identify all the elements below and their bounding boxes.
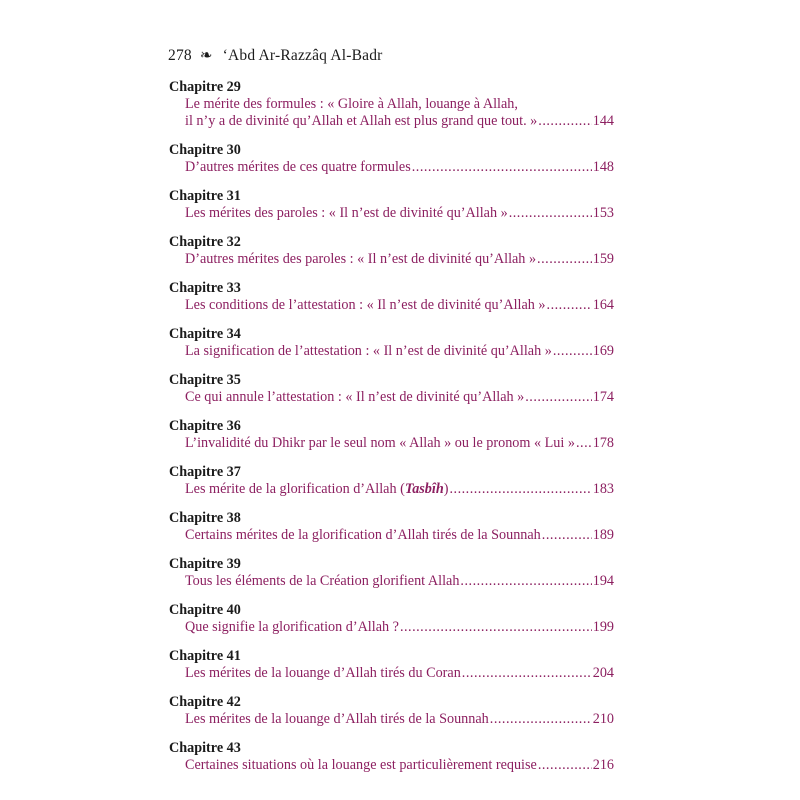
chapter-heading: Chapitre 32 bbox=[169, 234, 241, 250]
chapter-title-text: Ce qui annule l’attestation : « Il n’est de divinité qu’Allah » bbox=[185, 389, 525, 405]
chapter-title-line bbox=[185, 573, 614, 590]
toc-entry bbox=[169, 142, 614, 176]
page-reference: 194 bbox=[592, 573, 614, 589]
chapter-title-line bbox=[185, 205, 614, 222]
chapter-title-line: Le mérite des formules : « Gloire à Allah, louange à Allah, bbox=[185, 96, 518, 112]
chapter-title-line bbox=[185, 619, 614, 636]
page-reference: 174 bbox=[592, 389, 614, 405]
dot-leader bbox=[537, 251, 592, 268]
toc-entry bbox=[169, 694, 614, 728]
chapter-title-text: Les conditions de l’attestation : « Il n’est de divinité qu’Allah » bbox=[185, 297, 546, 313]
chapter-title-text: Les mérites de la louange d’Allah tirés de la Sounnah bbox=[185, 711, 489, 727]
dot-leader bbox=[547, 297, 592, 314]
dot-leader bbox=[525, 389, 591, 406]
chapter-heading: Chapitre 33 bbox=[169, 280, 241, 296]
toc-entry bbox=[169, 648, 614, 682]
page-reference: 210 bbox=[592, 711, 614, 727]
chapter-title-text: Les mérites de la louange d’Allah tirés du Coran bbox=[185, 665, 461, 681]
chapter-heading: Chapitre 41 bbox=[169, 648, 241, 664]
page-reference: 159 bbox=[592, 251, 614, 267]
chapter-title-line bbox=[185, 711, 614, 728]
page-reference: 204 bbox=[592, 665, 614, 681]
chapter-heading: Chapitre 40 bbox=[169, 602, 241, 618]
chapter-title-text: Les mérites des paroles : « Il n’est de divinité qu’Allah » bbox=[185, 205, 508, 221]
chapter-title-text: D’autres mérites de ces quatre formules bbox=[185, 159, 411, 175]
toc-entry bbox=[169, 234, 614, 268]
chapter-title-line bbox=[185, 343, 614, 360]
page-reference: 189 bbox=[592, 527, 614, 543]
chapter-heading: Chapitre 39 bbox=[169, 556, 241, 572]
chapter-heading: Chapitre 30 bbox=[169, 142, 241, 158]
toc-entry bbox=[169, 556, 614, 590]
toc-entry bbox=[169, 602, 614, 636]
chapter-title-text: Tous les éléments de la Création glorifient Allah bbox=[185, 573, 460, 589]
dot-leader bbox=[576, 435, 592, 452]
chapter-title-line bbox=[185, 297, 614, 314]
tasbih-term: Tasbîh bbox=[404, 481, 444, 497]
chapter-heading: Chapitre 35 bbox=[169, 372, 241, 388]
chapter-heading: Chapitre 29 bbox=[169, 79, 241, 95]
toc-entry bbox=[169, 464, 614, 498]
chapter-title-line bbox=[185, 435, 614, 452]
page-reference: 164 bbox=[592, 297, 614, 313]
chapter-title-text: D’autres mérites des paroles : « Il n’est de divinité qu’Allah » bbox=[185, 251, 537, 267]
chapter-title-line bbox=[185, 159, 614, 176]
page-reference: 183 bbox=[592, 481, 614, 497]
dot-leader bbox=[462, 665, 592, 682]
chapter-title-line bbox=[185, 757, 614, 774]
page-reference: 199 bbox=[592, 619, 614, 635]
chapter-title-text: Certaines situations où la louange est particulièrement requise bbox=[185, 757, 537, 773]
dot-leader bbox=[538, 113, 591, 130]
chapter-title-text: Que signifie la glorification d’Allah ? bbox=[185, 619, 399, 635]
chapter-title-text: Certains mérites de la glorification d’Allah tirés de la Sounnah bbox=[185, 527, 541, 543]
toc-entry bbox=[169, 510, 614, 544]
toc-entry bbox=[169, 79, 614, 130]
chapter-title-text: L’invalidité du Dhikr par le seul nom « Allah » ou le pronom « Lui » bbox=[185, 435, 575, 451]
chapter-heading: Chapitre 34 bbox=[169, 326, 241, 342]
toc-entry bbox=[169, 372, 614, 406]
author-name: ‘Abd Ar-Razzâq Al-Badr bbox=[222, 46, 383, 64]
chapter-title-line bbox=[185, 481, 614, 498]
dot-leader bbox=[460, 573, 591, 590]
page-reference: 216 bbox=[592, 757, 614, 773]
chapter-title-line bbox=[185, 113, 614, 130]
chapter-title-text: Les mérite de la glorification d’Allah (Tasbîh) bbox=[185, 481, 449, 497]
dot-leader bbox=[490, 711, 592, 728]
chapter-heading: Chapitre 31 bbox=[169, 188, 241, 204]
chapter-title-text: La signification de l’attestation : « Il n’est de divinité qu’Allah » bbox=[185, 343, 552, 359]
page-reference: 148 bbox=[592, 159, 614, 175]
page-reference: 178 bbox=[592, 435, 614, 451]
toc-entry bbox=[169, 326, 614, 360]
chapter-heading: Chapitre 38 bbox=[169, 510, 241, 526]
page-reference: 153 bbox=[592, 205, 614, 221]
chapter-title-line bbox=[185, 665, 614, 682]
page-reference: 144 bbox=[592, 113, 614, 129]
chapter-title-line bbox=[185, 251, 614, 268]
running-head bbox=[168, 46, 383, 65]
dot-leader bbox=[538, 757, 592, 774]
toc-entry bbox=[169, 418, 614, 452]
chapter-heading: Chapitre 43 bbox=[169, 740, 241, 756]
chapter-heading: Chapitre 37 bbox=[169, 464, 241, 480]
chapter-heading: Chapitre 36 bbox=[169, 418, 241, 434]
page-reference: 169 bbox=[592, 343, 614, 359]
dot-leader bbox=[542, 527, 592, 544]
chapter-title-line bbox=[185, 389, 614, 406]
dot-leader bbox=[509, 205, 592, 222]
chapter-title-line bbox=[185, 527, 614, 544]
dot-leader bbox=[412, 159, 592, 176]
table-of-contents bbox=[169, 79, 614, 774]
page-number: 278 bbox=[168, 46, 192, 64]
dot-leader bbox=[449, 481, 591, 498]
toc-entry bbox=[169, 188, 614, 222]
dot-leader bbox=[553, 343, 592, 360]
chapter-title-text: il n’y a de divinité qu’Allah et Allah est plus grand que tout. » bbox=[185, 113, 538, 129]
toc-entry bbox=[169, 740, 614, 774]
toc-entry bbox=[169, 280, 614, 314]
fleuron-ornament-icon: ❧ bbox=[199, 48, 213, 64]
dot-leader bbox=[400, 619, 592, 636]
chapter-heading: Chapitre 42 bbox=[169, 694, 241, 710]
